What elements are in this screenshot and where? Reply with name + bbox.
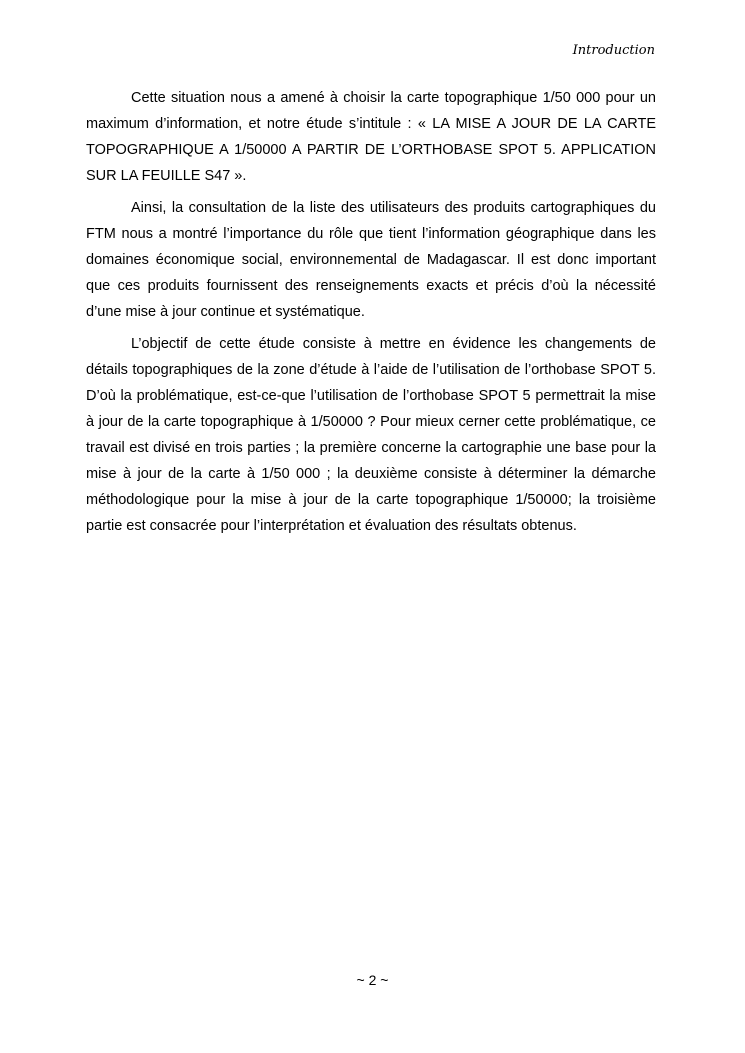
document-body bbox=[86, 85, 656, 545]
page-number: ~ 2 ~ bbox=[356, 972, 389, 988]
paragraph-study-title: Cette situation nous a amené à choisir la carte topographique 1/50 000 pour un maximum d’information, et notre étude s’intitule : « LA MISE A JOUR DE LA CARTE TOPOGRAPHIQUE A 1/50000 A PARTIR DE L’ORTHOBASE SPOT 5. APPLICATION SUR LA FEUILLE S47 ». bbox=[86, 90, 656, 184]
paragraph-objective: L’objectif de cette étude consiste à mettre en évidence les changements de détails topographiques de la zone d’étude à l’aide de l’utilisation de l’orthobase SPOT 5. D’où la problématique, est-ce-que l’utilisation de l’orthobase SPOT 5 permettrait la mise à jour de la carte topographique à 1/50000 ? Pour mieux cerner cette problématique, ce travail est divisé en trois parties ; la première concerne la cartographie une base pour la mise à jour de la carte à 1/50 000 ; la deuxième consiste à déterminer la démarche méthodologique pour la mise à jour de la carte topographique 1/50000; la troisième partie est consacrée pour l’interprétation et évaluation des résultats obtenus. bbox=[86, 336, 656, 534]
running-header-section-title: Introduction bbox=[572, 43, 655, 58]
paragraph-ftm-consultation: Ainsi, la consultation de la liste des utilisateurs des produits cartographiques du FTM nous a montré l’importance du rôle que tient l’information géographique dans les domaines économique social, environnemental de Madagascar. Il est donc important que ces produits fournissent des renseignements exacts et précis d’où la nécessité d’une mise à jour continue et systématique. bbox=[86, 200, 656, 320]
